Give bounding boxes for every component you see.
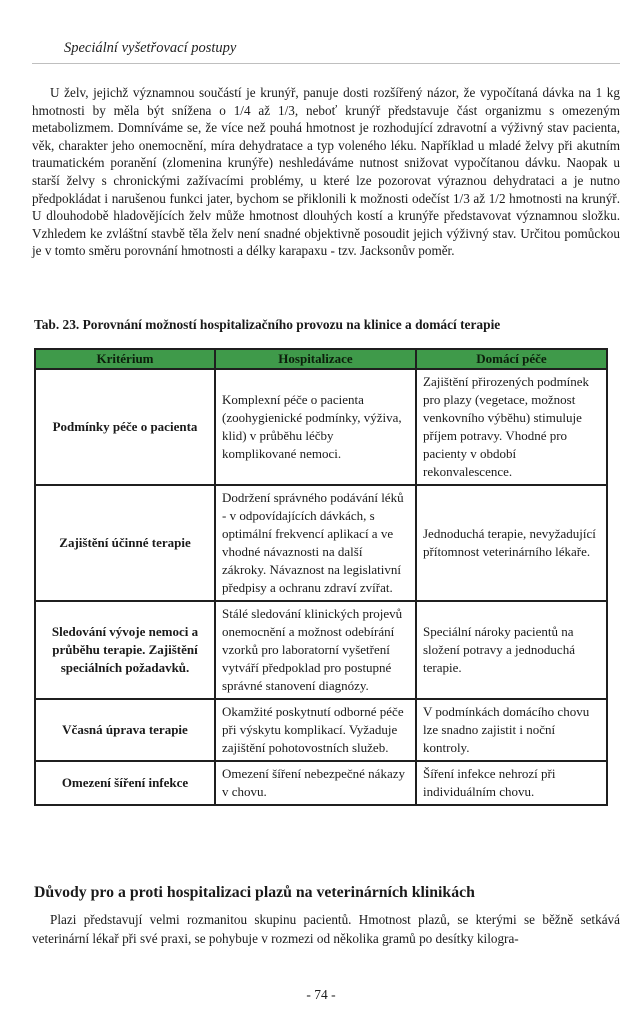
table-row (35, 601, 607, 699)
table-row (35, 699, 607, 761)
section-paragraph: Plazi představují velmi rozmanitou skupinu pacientů. Hmotnost plazů, se kterými se běžně setkává veterinární lékař při své praxi, se pohybuje v rozmezi od několika gramů po desítky kilogra- (32, 912, 620, 946)
hospitalization-cell: Komplexní péče o pacienta (zoohygienické podmínky, výživa, klid) v průběhu léčby komplikované nemoci. (215, 369, 416, 485)
running-header: Speciální vyšetřovací postupy (64, 40, 237, 56)
criterion-cell: Zajištění účinné terapie (35, 485, 215, 601)
hospitalization-cell: Stálé sledování klinických projevů onemocnění a možnost odebírání vzorků pro laboratorní vyšetření vytváří předpoklad pro postupné správné stanovení diagnózy. (215, 601, 416, 699)
home-care-cell: Šíření infekce nehrozí při individuálním chovu. (416, 761, 607, 805)
home-care-cell: Zajištění přirozených podmínek pro plazy (vegetace, možnost venkovního výběhu) stimuluje příjem potravy. Vhodné pro pacienty v období rekonvalescence. (416, 369, 607, 485)
comparison-table (34, 348, 608, 806)
hospitalization-cell: Okamžité poskytnutí odborné péče při výskytu komplikací. Vyžaduje zajištění pohotovostních služeb. (215, 699, 416, 761)
hospitalization-cell: Omezení šíření nebezpečné nákazy v chovu. (215, 761, 416, 805)
section-heading: Důvody pro a proti hospitalizaci plazů na veterinárních klinikách (34, 884, 475, 901)
table-caption: Tab. 23. Porovnání možností hospitalizačního provozu na klinice a domácí terapie (34, 317, 501, 332)
hospitalization-cell: Dodržení správného podávání léků - v odpovídajících dávkách, s optimální frekvencí aplikací a ve vhodné návaznosti na další zákroky. Návaznost na legislativní předpisy a ochranu zdraví zvířat. (215, 485, 416, 601)
column-header-home-care: Domácí péče (416, 349, 607, 369)
table-header-row (35, 349, 607, 369)
criterion-cell: Včasná úprava terapie (35, 699, 215, 761)
page-number: - 74 - (306, 987, 336, 1002)
intro-paragraph: U želv, jejichž významnou součástí je krunýř, panuje dosti rozšířený názor, že vypočítaná dávka na 1 kg hmotnosti by měla být snížena o 1/4 až 1/3, neboť krunýř představuje část organizmu s omezeným metabolizmem. Domníváme se, že více než pouhá hmotnost je rozhodující zdravotní a výživný stav pacienta, věk, charakter jeho onemocnění, míra dehydratace a typ voleného léku. Například u mladé želvy při akutním traumatickém poranění (zlomenina krunýře) neshledáváme nutnost snižovat vypočítanou dávku. Naopak u starší želvy s chronickými zažívacími problémy, u které lze pozorovat výraznou dehydrataci a je nutno předpokládat i narušenou funkci jater, bychom se přiklonili k možnosti odečíst 1/3 až 1/2 hmotnosti na krunýř. U dlouhodobě hladovějících želv může hmotnost dlouhých kostí a krunýře představovat významnou složku. Vzhledem ke zvláštní stavbě těla želv není snadné objektivně posoudit jejich výživný stav. Určitou pomůckou je v tomto směru porovnání hmotnosti a délky karapaxu - tzv. Jacksonův poměr. (32, 85, 620, 259)
column-header-hospitalization: Hospitalizace (215, 349, 416, 369)
criterion-cell: Omezení šíření infekce (35, 761, 215, 805)
home-care-cell: Speciální nároky pacientů na složení potravy a jednoduchá terapie. (416, 601, 607, 699)
criterion-cell: Podmínky péče o pacienta (35, 369, 215, 485)
header-divider (32, 63, 620, 64)
table-row (35, 761, 607, 805)
criterion-cell: Sledování vývoje nemoci a průběhu terapie. Zajištění speciálních požadavků. (35, 601, 215, 699)
table-row (35, 369, 607, 485)
home-care-cell: Jednoduchá terapie, nevyžadující přítomnost veterinárního lékaře. (416, 485, 607, 601)
column-header-criterion: Kritérium (35, 349, 215, 369)
home-care-cell: V podmínkách domácího chovu lze snadno zajistit i noční kontroly. (416, 699, 607, 761)
table-row (35, 485, 607, 601)
